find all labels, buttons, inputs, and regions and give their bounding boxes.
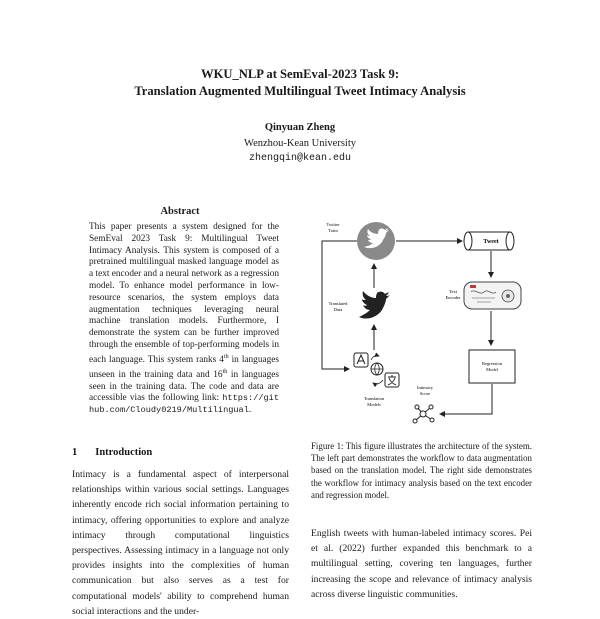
paper-title-line1: WKU_NLP at SemEval-2023 Task 9: [200, 67, 400, 81]
label-text-encoder-2: Encoder [445, 295, 461, 300]
translation-models-icon [354, 353, 399, 387]
introduction-body: Intimacy is a fundamental aspect of interpersonal relationships within various social settings. Languages inherently encode rich social information pertaining to intimacy, offering opportunities to explore and analyze intimacy through computational linguistics perspectives. Assessing intimacy in a language not only provides insights into the complexities of human communication but also serves as a test for computational models' ability to comprehend human social interactions and the under- [72, 469, 289, 617]
label-translated-1: Translated [328, 301, 348, 306]
section-heading-introduction [72, 447, 152, 458]
superscript-2: th [222, 368, 228, 375]
abstract-text-3: in languages seen in the training data. The code and data are accessible vias the following link: [89, 369, 279, 404]
author-affiliation: Wenzhou-Kean University [244, 138, 356, 149]
code-link[interactable]: https://github.com/Cloudy0219/Multilingual [89, 393, 279, 416]
architecture-figure [305, 214, 535, 434]
author-name: Qinyuan Zheng [264, 122, 336, 133]
label-translated-2: Data [333, 307, 343, 312]
section-title: Introduction [95, 447, 153, 458]
abstract-body [89, 222, 279, 417]
label-intimacy-2: Score [419, 391, 431, 396]
section-number: 1 [72, 447, 78, 458]
arrow-regression-to-score [440, 384, 492, 414]
label-translation-2: Models [367, 402, 381, 407]
figure-caption: Figure 1: This figure illustrates the architecture of the system. The left part demonstrates the workflow to data augmentation based on the translation model. The right side demonstrates the workflow for intimacy analysis based on the text encoder and regression model. [311, 441, 532, 500]
label-translation-1: Translation [363, 396, 385, 401]
label-regression-1: Regression [482, 361, 502, 366]
label-tweet: Tweet [483, 239, 499, 245]
abstract-text-1: This paper presents a system designed for the SemEval 2023 Task 9: Multilingual Tweet Intimacy Analysis. This system is composed of a pretrained multilingual masked language model as a text encoder and a neural network as a regression model. To enhance model performance in low-resource scenarios, the system employs data augmentation techniques leveraging neural machine translation models. Furthermore, I demonstrate the system can be further improved through the ensemble of top-performing models in each language. This system ranks 4 [89, 222, 279, 365]
label-twitter-train-1: Twitter [326, 222, 340, 227]
twitter-bird-dark-icon [359, 291, 390, 319]
label-regression-2: Model [486, 367, 498, 372]
author-email[interactable]: zhengqin@kean.edu [248, 153, 352, 164]
right-column-body: English tweets with human-labeled intimacy scores. Pei et al. (2022) further expanded this benchmark to a multilingual setting, covering ten languages, further increasing the scope and relevance of intimacy analysis across diverse linguistic communities. [311, 528, 532, 600]
label-intimacy-1: Intimacy [417, 385, 433, 390]
network-icon [413, 405, 434, 423]
abstract-text-end: . [248, 405, 252, 416]
abstract-text-2: in languages unseen in the training data and 16 [89, 354, 279, 380]
text-encoder-icon [464, 282, 521, 309]
paper-title-line2: Translation Augmented Multilingual Tweet Intimacy Analysis [134, 84, 466, 98]
label-text-encoder-1: Text [449, 289, 457, 294]
superscript-1: th [223, 353, 229, 360]
abstract-heading: Abstract [160, 206, 200, 217]
label-twitter-train-2: Train [328, 228, 338, 233]
